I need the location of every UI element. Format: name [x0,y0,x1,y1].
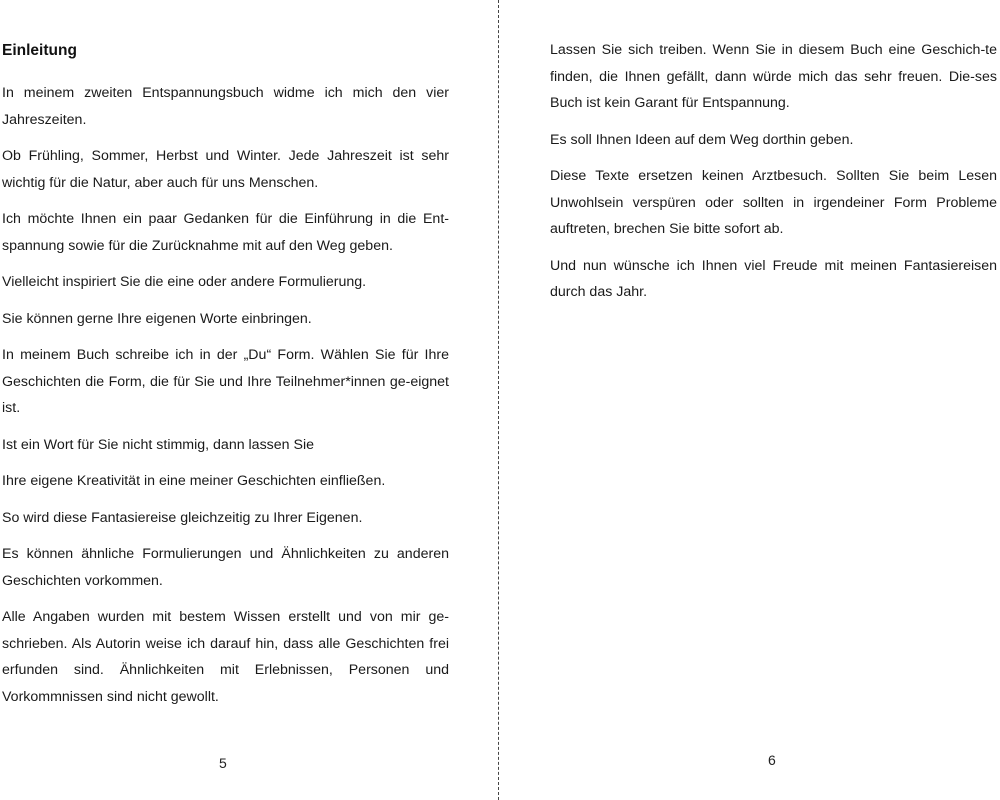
left-page [2,0,449,800]
paragraph: Es soll Ihnen Ideen auf dem Weg dorthin geben. [550,131,854,148]
paragraph: In meinem zweiten Entspannungsbuch widme ich mich den vier Jahreszeiten. [2,85,449,128]
chapter-heading: Einleitung [2,42,77,59]
paragraph: Vielleicht inspiriert Sie die eine oder andere Formulierung. [2,274,367,290]
paragraph: So wird diese Fantasiereise gleichzeitig zu Ihrer Eigenen. [2,509,363,526]
paragraph: Ich möchte Ihnen ein paar Gedanken für die Einführung in die Ent-spannung sowie für die Zurücknahme mit auf den Weg geben. [2,211,449,254]
paragraph: Sie können gerne Ihre eigenen Worte einbringen. [2,310,312,327]
paragraph: Ob Frühling, Sommer, Herbst und Winter. Jede Jahreszeit ist sehr wichtig für die Natur, aber auch für uns Menschen. [2,148,449,191]
right-page [550,0,997,800]
paragraph: Lassen Sie sich treiben. Wenn Sie in diesem Buch eine Geschich-te finden, die Ihnen gefällt, dann würde mich das sehr freuen. Die-ses Buch ist kein Garant für Entspannung. [550,42,997,111]
page-divider [498,0,499,800]
page-number: 6 [768,752,776,768]
paragraph: Alle Angaben wurden mit bestem Wissen erstellt und von mir ge-schrieben. Als Autorin weise ich darauf hin, dass alle Geschichten frei erfunden sind. Ähnlichkeiten mit Erlebnissen, Personen und Vorkommnissen sind nicht gewollt. [2,609,449,705]
paragraph: Ist ein Wort für Sie nicht stimmig, dann lassen Sie [2,436,314,453]
page-number: 5 [219,755,227,771]
paragraph: In meinem Buch schreibe ich in der „Du“ Form. Wählen Sie für Ihre Geschichten die Form, die für Sie und Ihre Teilnehmer*innen ge-eignet ist. [2,347,449,416]
right-page-body [550,37,997,316]
paragraph: Und nun wünsche ich Ihnen viel Freude mit meinen Fantasiereisen durch das Jahr. [550,257,997,300]
left-page-body [2,40,449,720]
paragraph: Ihre eigene Kreativität in eine meiner Geschichten einfließen. [2,473,386,489]
paragraph: Diese Texte ersetzen keinen Arztbesuch. Sollten Sie beim Lesen Unwohlsein verspüren oder sollten in irgendeiner Form Probleme auftreten, brechen Sie bitte sofort ab. [550,168,997,237]
paragraph: Es können ähnliche Formulierungen und Ähnlichkeiten zu anderen Geschichten vorkommen. [2,546,449,589]
